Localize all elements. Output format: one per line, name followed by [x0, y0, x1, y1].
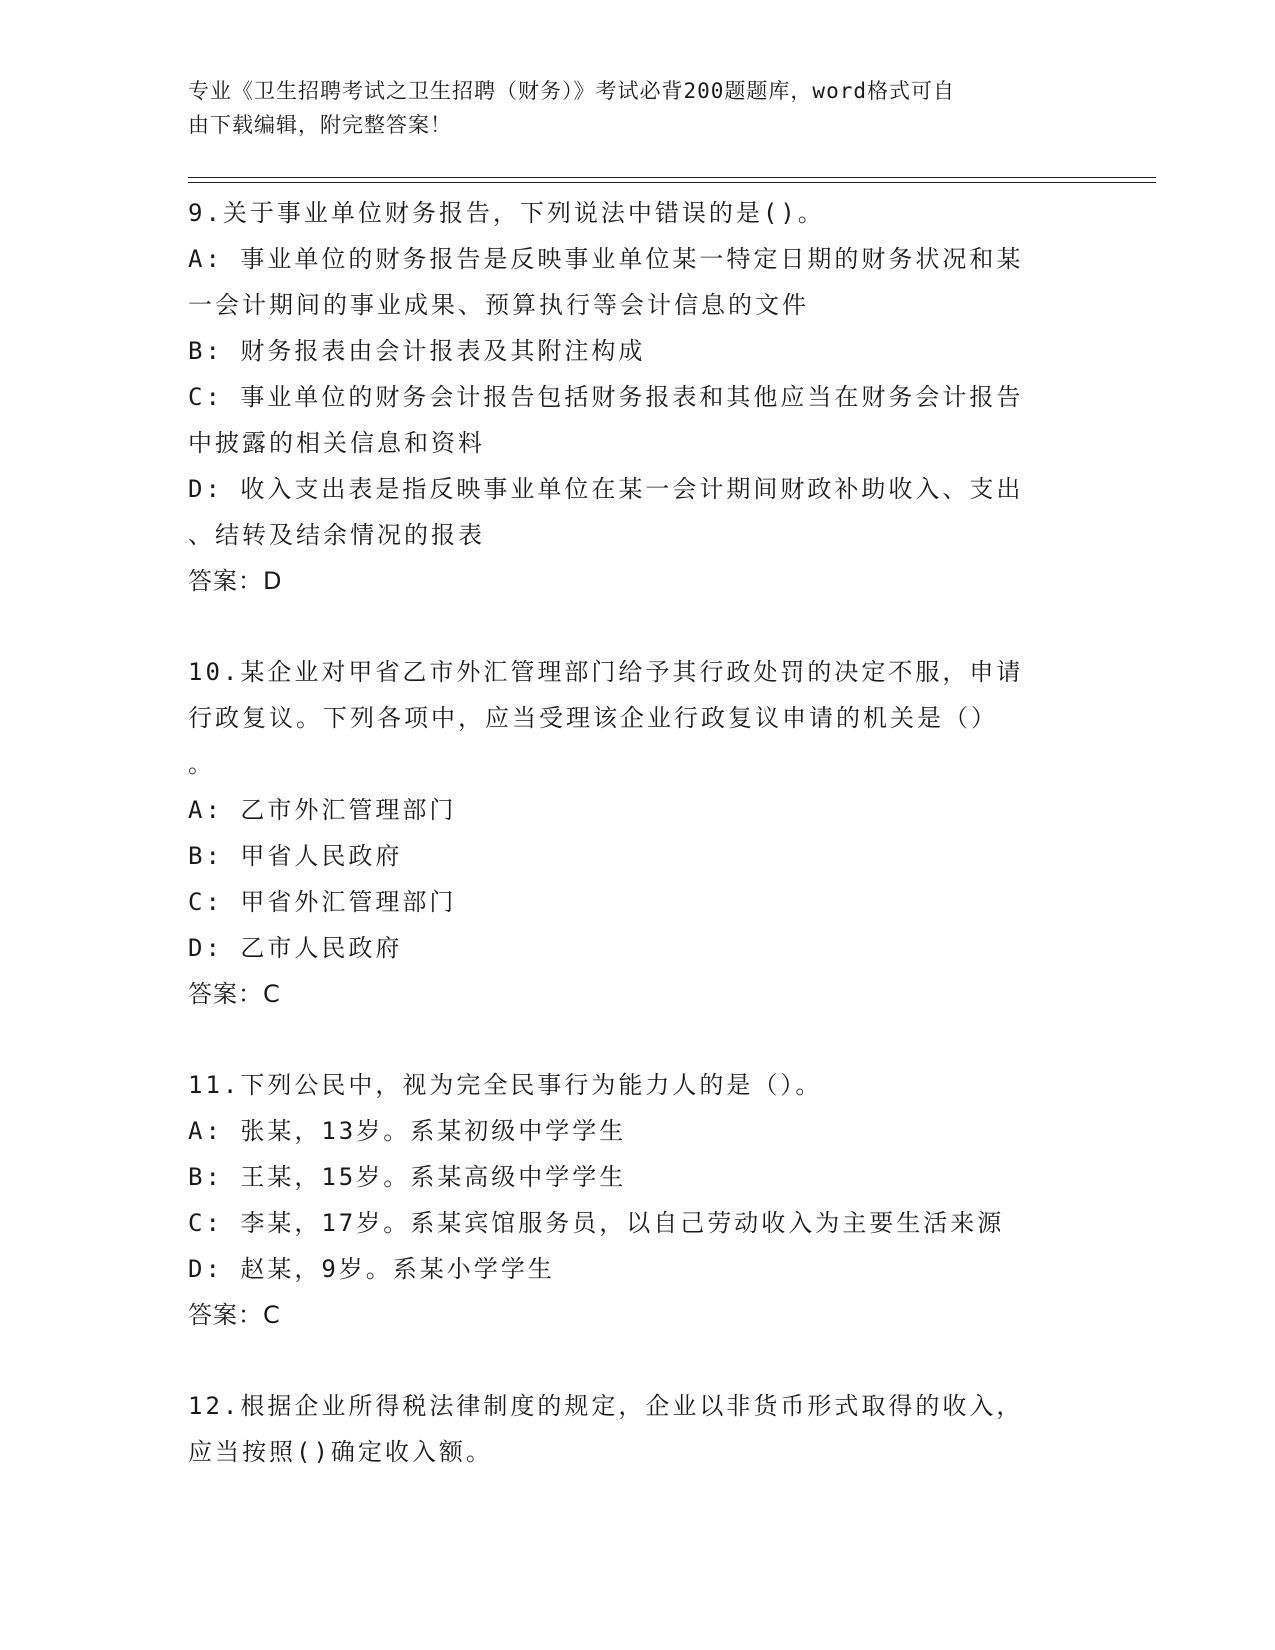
answer-key: 答案：C	[188, 1301, 281, 1329]
answer-key: 答案：D	[188, 567, 283, 595]
question-spacer	[188, 1338, 1088, 1383]
header-line-2: 由下载编辑，附完整答案！	[188, 113, 452, 137]
question-list	[188, 190, 1088, 1475]
answer-option-line: B: 王某，15岁。系某高级中学学生	[188, 1163, 627, 1191]
answer-option-line: C: 事业单位的财务会计报告包括财务报表和其他应当在财务会计报告	[188, 383, 1024, 411]
answer-option-line: B: 甲省人民政府	[188, 842, 403, 870]
answer-option-line: D: 乙市人民政府	[188, 934, 403, 962]
answer-option-line: B: 财务报表由会计报表及其附注构成	[188, 337, 646, 365]
question-block	[188, 190, 1088, 604]
answer-option-line: D: 收入支出表是指反映事业单位在某一会计期间财政补助收入、支出	[188, 475, 1024, 503]
answer-option-line: 中披露的相关信息和资料	[188, 429, 485, 457]
question-block	[188, 1062, 1088, 1338]
answer-option-line: 、结转及结余情况的报表	[188, 521, 485, 549]
question-stem-line: 应当按照()确定收入额。	[188, 1438, 493, 1466]
question-stem-line: 11.下列公民中，视为完全民事行为能力人的是（）。	[188, 1071, 823, 1099]
answer-option-line: A: 张某，13岁。系某初级中学学生	[188, 1117, 627, 1145]
answer-option-line: A: 事业单位的财务报告是反映事业单位某一特定日期的财务状况和某	[188, 245, 1024, 273]
question-spacer	[188, 604, 1088, 649]
header-rule-top	[188, 177, 1156, 178]
answer-key: 答案：C	[188, 980, 281, 1008]
answer-option-line: 一会计期间的事业成果、预算执行等会计信息的文件	[188, 291, 809, 319]
question-spacer	[188, 1017, 1088, 1062]
answer-option-line: A: 乙市外汇管理部门	[188, 796, 457, 824]
answer-option-line: C: 甲省外汇管理部门	[188, 888, 457, 916]
answer-option-line: C: 李某，17岁。系某宾馆服务员，以自己劳动收入为主要生活来源	[188, 1209, 1005, 1237]
question-stem-line: 9.关于事业单位财务报告，下列说法中错误的是()。	[188, 199, 825, 227]
header-rule-bottom	[188, 182, 1156, 183]
question-stem-line: 12.根据企业所得税法律制度的规定，企业以非货币形式取得的收入，	[188, 1392, 1024, 1420]
question-block	[188, 1383, 1088, 1475]
document-header	[188, 74, 1068, 142]
question-stem-line: 行政复议。下列各项中，应当受理该企业行政复议申请的机关是（）	[188, 704, 998, 732]
question-stem-line: 。	[188, 750, 215, 778]
answer-option-line: D: 赵某，9岁。系某小学学生	[188, 1255, 555, 1283]
question-stem-line: 10.某企业对甲省乙市外汇管理部门给予其行政处罚的决定不服，申请	[188, 658, 1024, 686]
question-block	[188, 649, 1088, 1017]
header-line-1: 专业《卫生招聘考试之卫生招聘（财务）》考试必背200题题库，word格式可自	[188, 79, 955, 103]
